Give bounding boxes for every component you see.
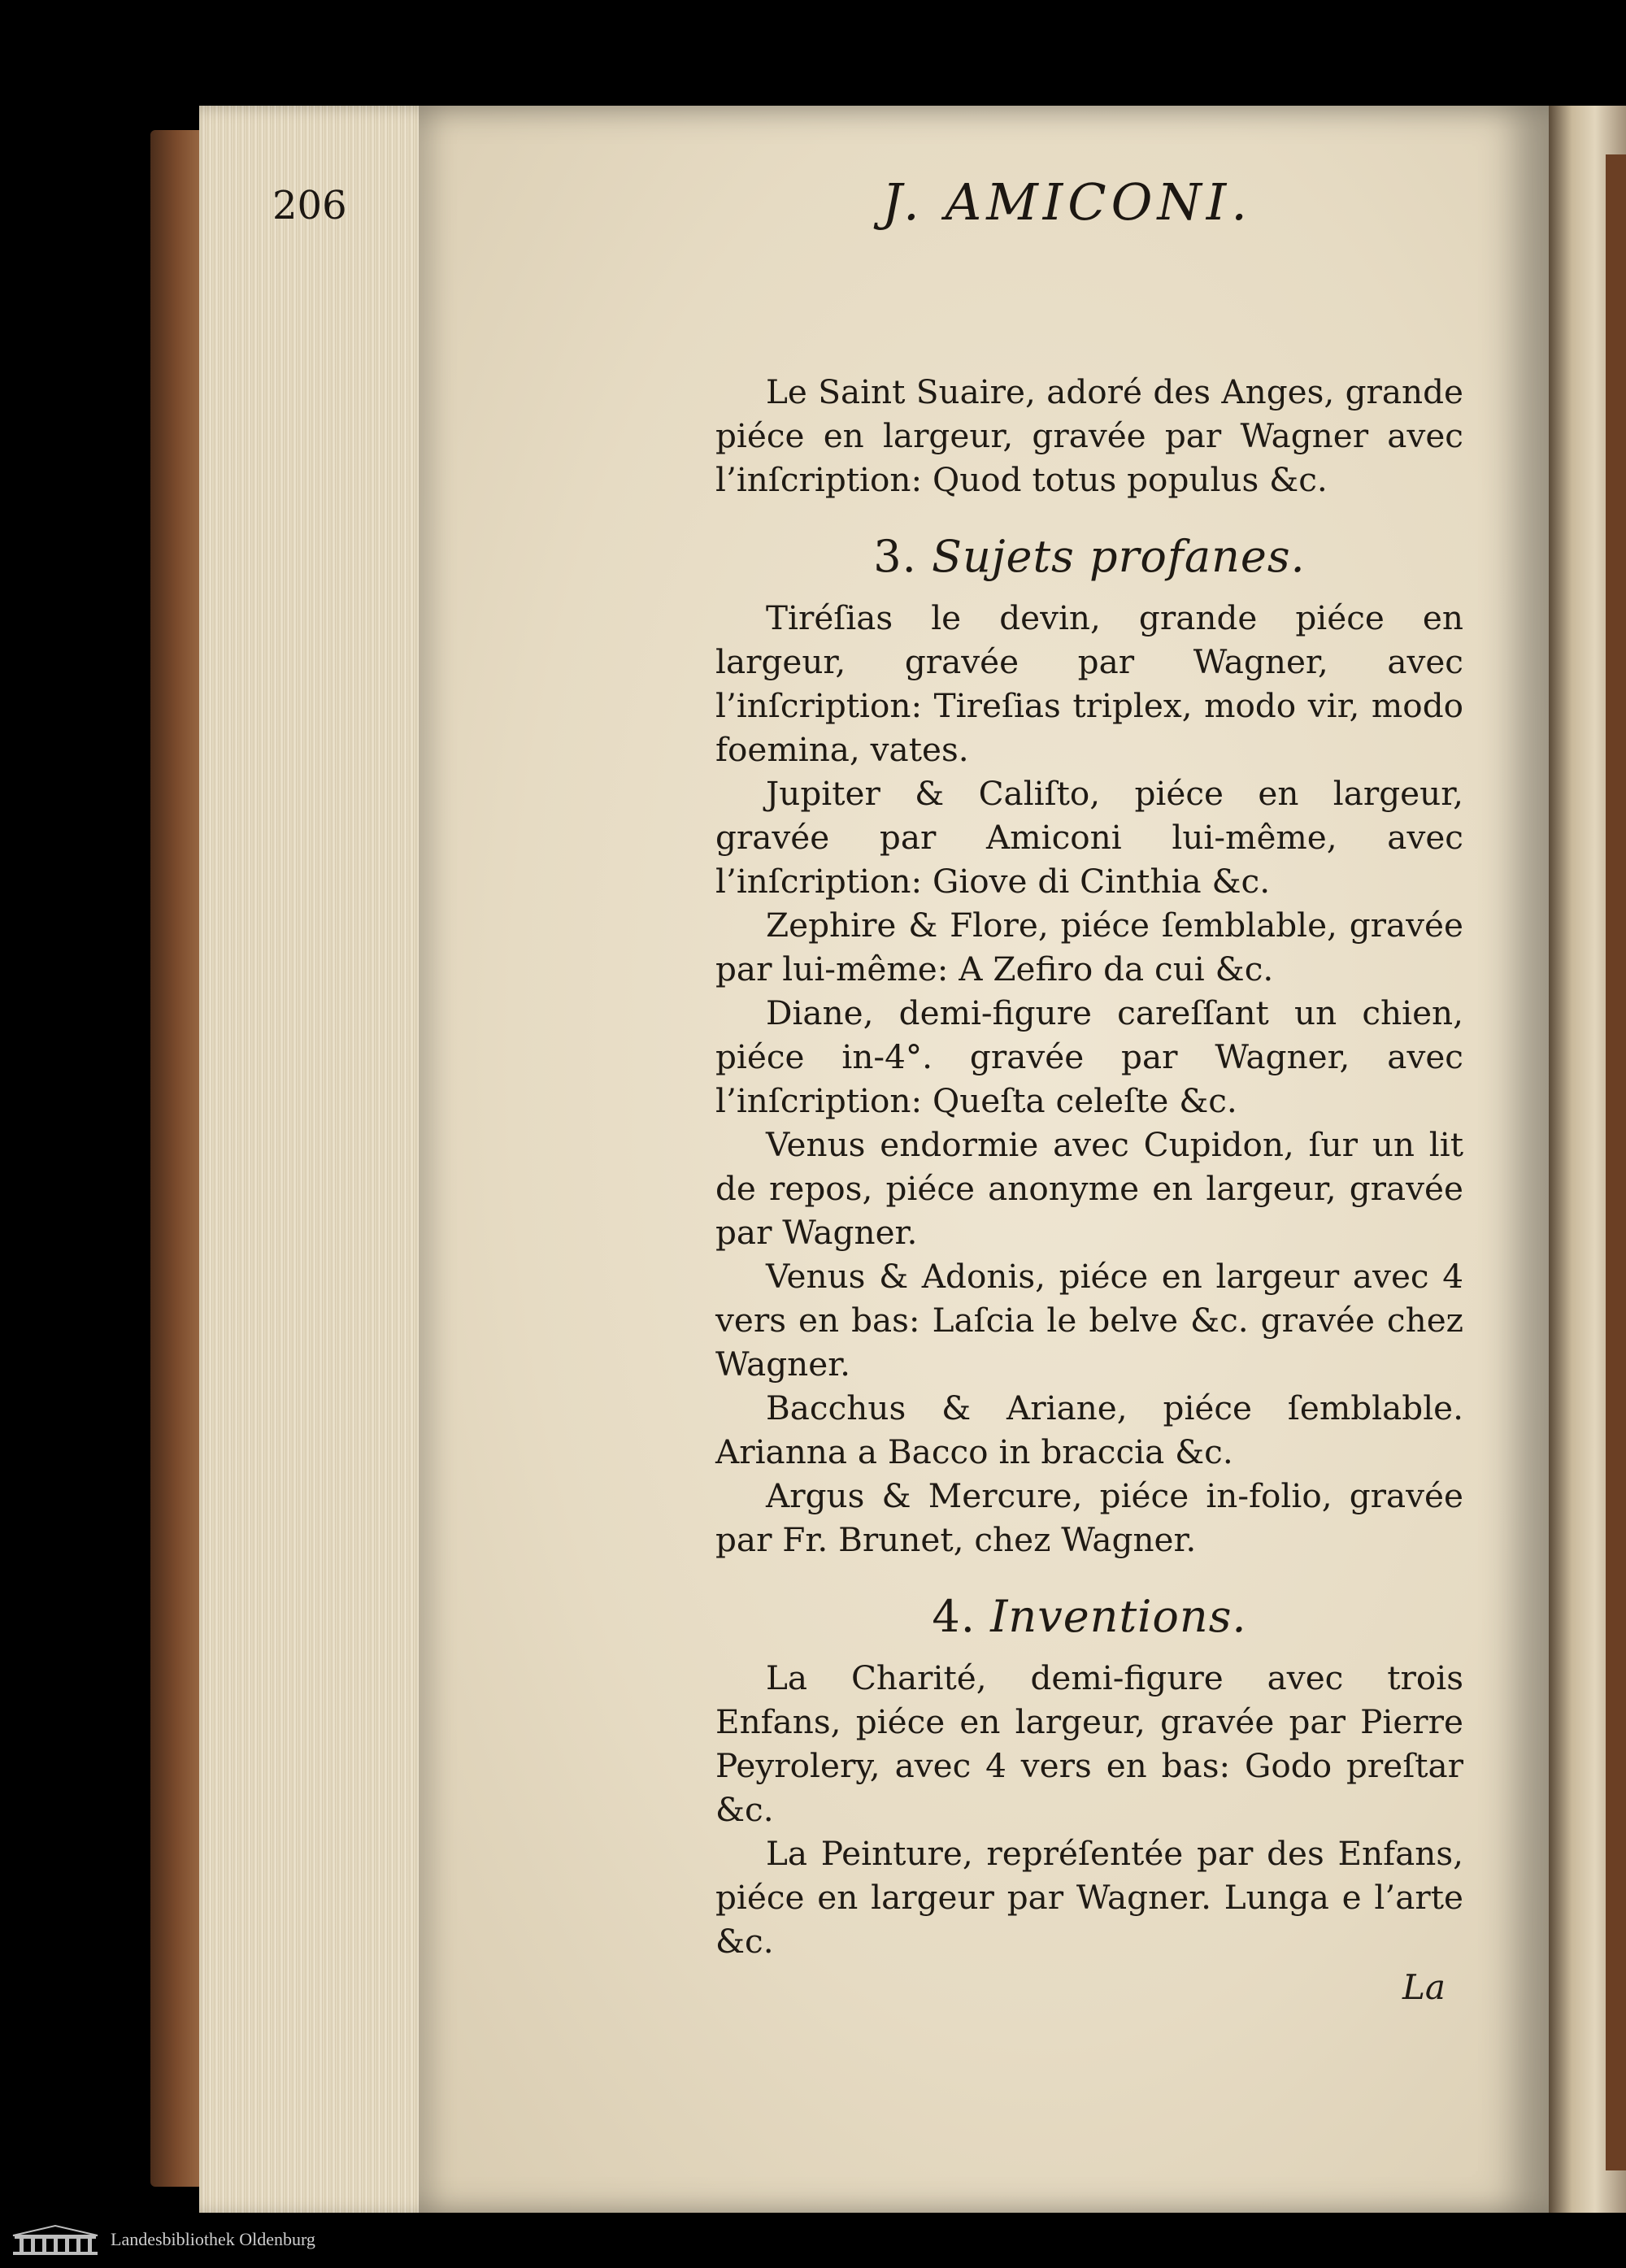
entry: Venus & Adonis, piéce en largeur avec 4 vers en bas: Laſcia le belve &c. gravée chez Wagner. — [715, 1257, 1463, 1384]
section-heading-4 — [715, 1578, 1463, 1656]
entry: Venus endormie avec Cupidon, ſur un lit de repos, piéce anonyme en largeur, gravée par Wagner. — [715, 1125, 1463, 1252]
catchword: La — [1402, 1967, 1446, 2007]
entry: Tiréſias le devin, grande piéce en largeur, gravée par Wagner, avec l’inſcription: Tireſias triplex, modo vir, modo foemina, vates. — [715, 598, 1463, 769]
section-number: 3. — [873, 531, 917, 582]
page-number: 206 — [272, 183, 347, 228]
library-name: Landesbibliothek Oldenburg — [111, 2229, 315, 2249]
entry: Argus & Mercure, piéce in-folio, gravée par Fr. Brunet, chez Wagner. — [715, 1476, 1463, 1559]
book-cover-right — [1606, 154, 1626, 2170]
entry: La Charité, demi-figure avec trois Enfans, piéce en largeur, gravée par Pierre Peyrolery, avec 4 vers en bas: Godo preſtar &c. — [715, 1658, 1463, 1829]
running-title: J. AMICONI. — [882, 172, 1252, 232]
footer-bar — [0, 2213, 1626, 2268]
entry: Diane, demi-figure careſſant un chien, piéce in-4°. gravée par Wagner, avec l’inſcription: Queſta celeſte &c. — [715, 993, 1463, 1120]
library-building-icon — [10, 2224, 101, 2257]
entry: Zephire & Flore, piéce ſemblable, gravée par lui-même: A Zefiro da cui &c. — [715, 906, 1463, 988]
section-title: Sujets profanes. — [931, 531, 1306, 582]
entry: Jupiter & Caliſto, piéce en largeur, gravée par Amiconi lui-même, avec l’inſcription: Giove di Cinthia &c. — [715, 774, 1463, 901]
entry: La Peinture, repréſentée par des Enfans, piéce en largeur par Wagner. Lunga e l’arte &c. — [715, 1834, 1463, 1961]
section-number: 4. — [932, 1591, 976, 1642]
entry: Bacchus & Ariane, piéce ſemblable. Arianna a Bacco in braccia &c. — [715, 1388, 1463, 1471]
section-heading-3 — [715, 518, 1463, 596]
intro-paragraph: Le Saint Suaire, adoré des Anges, grande piéce en largeur, gravée par Wagner avec l’inſcription: Quod totus populus &c. — [715, 372, 1463, 499]
page-body — [715, 370, 1463, 1963]
section-title: Inventions. — [990, 1591, 1247, 1642]
